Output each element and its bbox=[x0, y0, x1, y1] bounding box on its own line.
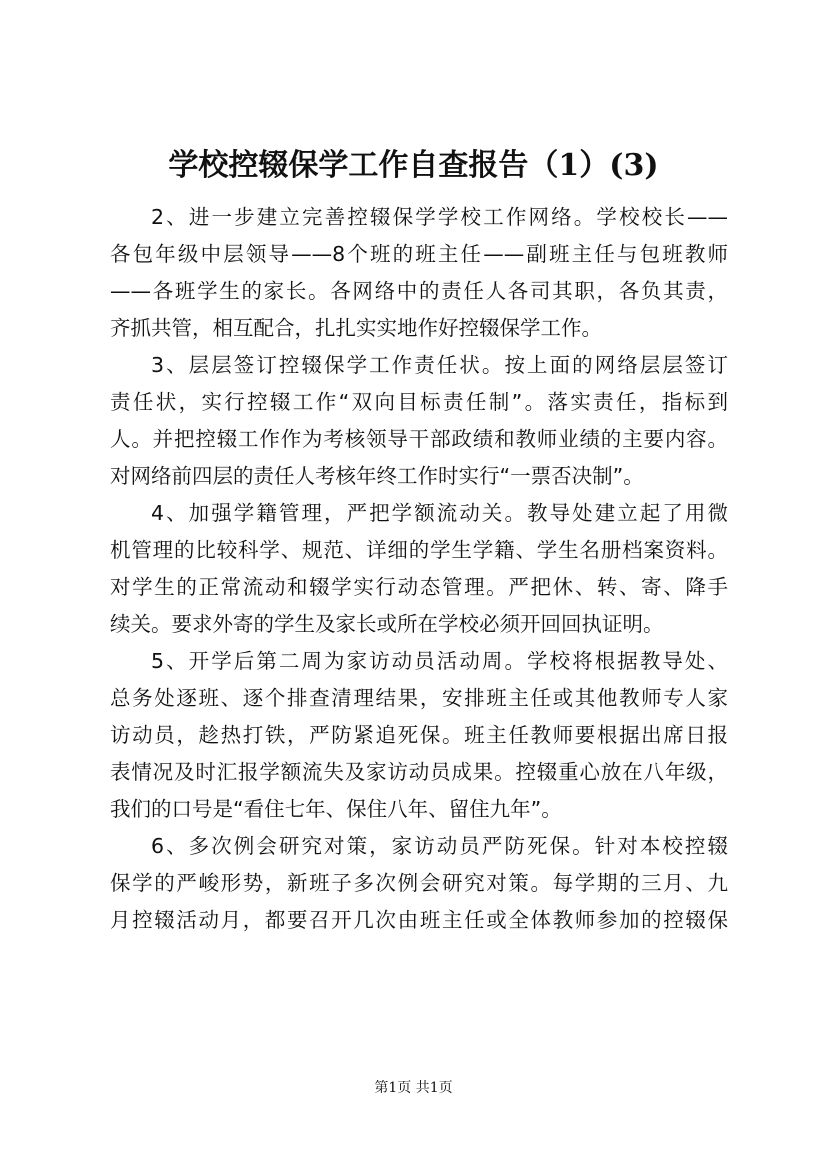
text-line: 对学生的正常流动和辍学实行动态管理。严把休、转、寄、降手 bbox=[110, 575, 728, 599]
text-line: 机管理的比较科学、规范、详细的学生学籍、学生名册档案资料。 bbox=[110, 538, 728, 562]
text-line: 责任状，实行控辍工作“双向目标责任制”。落实责任，指标到 bbox=[110, 390, 728, 414]
text-line: 齐抓共管，相互配合，扎扎实实地作好控辍保学工作。 bbox=[110, 316, 602, 340]
text-line: 月控辍活动月，都要召开几次由班主任或全体教师参加的控辍保 bbox=[110, 908, 728, 932]
text-line: 对网络前四层的责任人考核年终工作时实行“一票否决制”。 bbox=[110, 464, 644, 488]
text-line: 表情况及时汇报学额流失及家访动员成果。控辍重心放在八年级， bbox=[110, 760, 728, 784]
text-line: 总务处逐班、逐个排查清理结果，安排班主任或其他教师专人家 bbox=[110, 686, 728, 710]
text-line: 2、进一步建立完善控辍保学学校工作网络。学校校长—— bbox=[151, 205, 728, 229]
text-line: ——各班学生的家长。各网络中的责任人各司其职，各负其责， bbox=[110, 279, 728, 303]
text-line: 访动员，趁热打铁，严防紧追死保。班主任教师要根据出席日报 bbox=[110, 723, 728, 747]
paragraph bbox=[110, 643, 728, 828]
text-line: 4、加强学籍管理，严把学额流动关。教导处建立起了用微 bbox=[151, 501, 728, 525]
text-line: 我们的口号是“看住七年、保住八年、留住九年”。 bbox=[110, 797, 562, 821]
paragraph bbox=[110, 347, 728, 495]
document-body bbox=[110, 199, 728, 939]
paragraph bbox=[110, 828, 728, 939]
text-line: 3、层层签订控辍保学工作责任状。按上面的网络层层签订 bbox=[151, 353, 728, 377]
text-line: 5、开学后第二周为家访动员活动周。学校将根据教导处、 bbox=[151, 649, 728, 673]
page-footer: 第1页 共1页 bbox=[374, 1080, 453, 1096]
text-line: 保学的严峻形势，新班子多次例会研究对策。每学期的三月、九 bbox=[110, 871, 728, 895]
paragraph bbox=[110, 495, 728, 643]
text-line: 6、多次例会研究对策，家访动员严防死保。针对本校控辍 bbox=[151, 834, 728, 858]
text-line: 人。并把控辍工作作为考核领导干部政绩和教师业绩的主要内容。 bbox=[110, 427, 728, 451]
document-title: 学校控辍保学工作自查报告（1）(3) bbox=[168, 148, 659, 183]
text-line: 各包年级中层领导——8个班的班主任——副班主任与包班教师 bbox=[110, 242, 728, 266]
text-line: 续关。要求外寄的学生及家长或所在学校必须开回回执证明。 bbox=[110, 612, 664, 636]
paragraph bbox=[110, 199, 728, 347]
